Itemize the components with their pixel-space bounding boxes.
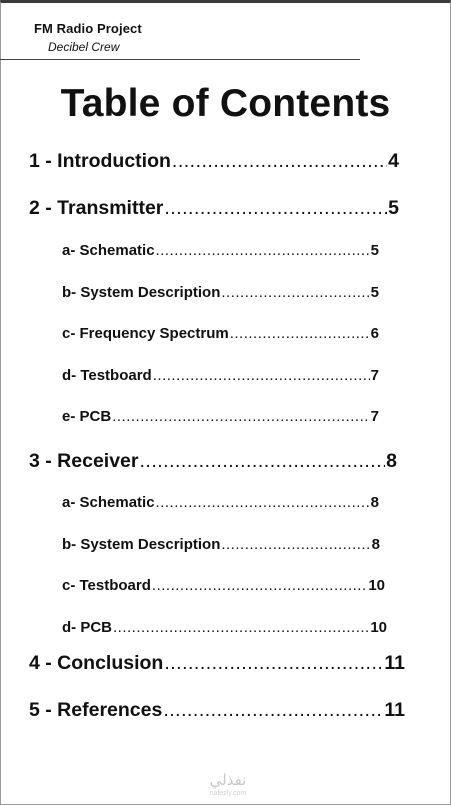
project-title: FM Radio Project (34, 21, 142, 36)
toc-entry-label: 2 - Transmitter (29, 197, 164, 219)
dot-leader (156, 242, 370, 259)
toc-entry-receiver[interactable] (29, 450, 397, 473)
toc-entry-label: 1 - Introduction (29, 150, 171, 172)
toc-entry-page: 5 (388, 197, 399, 219)
toc-entry-references[interactable] (29, 699, 405, 722)
toc-entry-label: d- Testboard (62, 367, 152, 384)
toc-entry-page: 8 (386, 450, 397, 472)
toc-entry-transmitter[interactable] (29, 197, 399, 220)
toc-entry-label: d- PCB (62, 619, 112, 636)
toc-entry-page: 5 (370, 284, 379, 301)
toc-entry-page: 11 (384, 652, 405, 674)
team-name: Decibel Crew (48, 40, 120, 54)
dot-leader (163, 699, 383, 722)
toc-entry-page: 7 (370, 408, 379, 425)
dot-leader (221, 284, 369, 301)
toc-entry-page: 7 (370, 367, 379, 384)
toc-entry-page: 6 (370, 325, 379, 342)
dot-leader (230, 325, 370, 342)
toc-entry-label: b- System Description (62, 536, 221, 553)
toc-entry-transmitter-system-description[interactable] (62, 284, 379, 301)
toc-entry-receiver-schematic[interactable] (62, 494, 379, 511)
toc-entry-receiver-system-description[interactable] (62, 536, 380, 553)
toc-entry-page: 8 (371, 536, 380, 553)
document-header (0, 0, 360, 60)
toc-entry-page: 5 (370, 242, 379, 259)
toc-entry-transmitter-frequency-spectrum[interactable] (62, 325, 379, 342)
dot-leader (221, 536, 370, 553)
toc-entry-introduction[interactable] (29, 150, 399, 173)
toc-entry-page: 4 (388, 150, 399, 172)
dot-leader (112, 408, 369, 425)
toc-entry-label: c- Testboard (62, 577, 151, 594)
toc-entry-page: 11 (384, 699, 405, 721)
toc-entry-label: b- System Description (62, 284, 221, 301)
toc-entry-transmitter-pcb[interactable] (62, 408, 379, 425)
dot-leader (164, 197, 387, 220)
dot-leader (172, 150, 387, 173)
dot-leader (153, 367, 370, 384)
toc-entry-page: 8 (370, 494, 379, 511)
watermark-logo: نفذلي (209, 772, 247, 789)
toc-entry-receiver-pcb[interactable] (62, 619, 387, 636)
dot-leader (156, 494, 370, 511)
toc-entry-label: 5 - References (29, 699, 163, 721)
watermark-url: nafezly.com (209, 790, 247, 797)
dot-leader (164, 652, 383, 675)
toc-entry-page: 10 (368, 577, 385, 594)
toc-entry-label: a- Schematic (62, 494, 155, 511)
toc-entry-page: 10 (370, 619, 387, 636)
toc-entry-receiver-testboard[interactable] (62, 577, 385, 594)
toc-entry-label: c- Frequency Spectrum (62, 325, 229, 342)
toc-entry-transmitter-testboard[interactable] (62, 367, 379, 384)
toc-entry-conclusion[interactable] (29, 652, 405, 675)
toc-entry-label: a- Schematic (62, 242, 155, 259)
toc-entry-label: 3 - Receiver (29, 450, 139, 472)
dot-leader (113, 619, 369, 636)
toc-entry-label: e- PCB (62, 408, 112, 425)
dot-leader (140, 450, 386, 473)
toc-entry-label: 4 - Conclusion (29, 652, 164, 674)
toc-title: Table of Contents (60, 82, 391, 125)
toc-entry-transmitter-schematic[interactable] (62, 242, 379, 259)
dot-leader (152, 577, 367, 594)
